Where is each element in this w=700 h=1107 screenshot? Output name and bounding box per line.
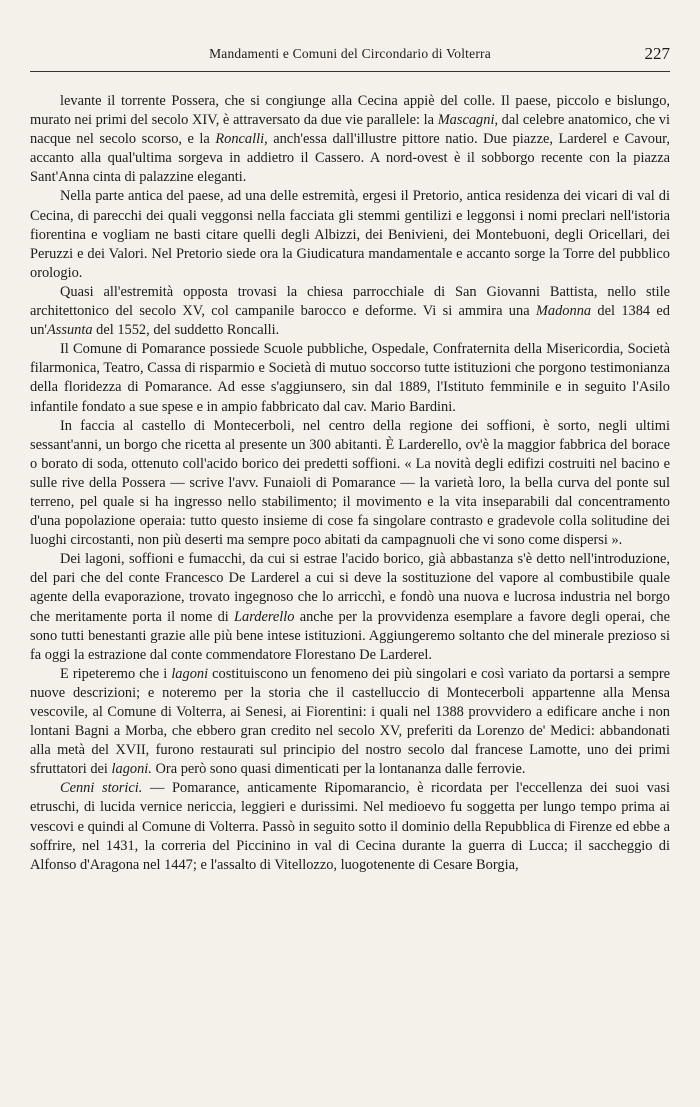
italic-text: lagoni	[171, 665, 209, 682]
text-run: del 1552, del suddetto Roncalli.	[92, 322, 280, 339]
text-run: Nella parte antica del paese, ad una delle estremità, ergesi il Pretorio, antica residenza dei vicari di val di Cecina, di parecchi dei quali veggonsi nella facciata gli stemmi gentilizi e leggonsi i nomi preclari nell'istoria fiorentina e vogliam ne basti citare quelli degli Albizzi, dei Benivieni, dei Montebuoni, degli Oricellari, dei Peruzzi e dei Valori. Nel Pretorio siede ora la Giudicatura mandamentale e accanto sorge la Torre del pubblico orologio.	[30, 188, 670, 281]
paragraph	[30, 417, 670, 551]
italic-text: Mascagni	[437, 112, 495, 129]
text-run: levante il torrente Possera, che si congiunge alla Cecina appiè del colle. Il paese, piccolo e bislungo, murato nei primi del secolo XIV, è attraversato da due vie parallele: la	[30, 93, 670, 129]
text-run: , anch'essa dall'illustre pittore natio. Due piazze, Larderel e Cavour, accanto alla qual'ultima sorgeva in addietro il Cassero. A nord-ovest è il sobborgo recente con la piazza Sant'Anna cinta di palazzine eleganti.	[30, 131, 670, 186]
running-title: Mandamenti e Comuni del Circondario di Volterra	[209, 46, 491, 61]
italic-text: Assunta	[46, 322, 93, 339]
text-run: — Pomarance, anticamente Ripomarancio, è ricordata per l'eccellenza dei suoi vasi etruschi, di lucida vernice nericcia, leggieri e durissimi. Nel medioevo fu soggetta per lungo tempo prima ai vescovi e quindi al Comune di Volterra. Passò in seguito sotto il dominio della Repubblica di Firenze ed ebbe a soffrire, nel 1431, la correria del Piccinino in val di Cecina durante la guerra di Lucca; il saccheggio di Alfonso d'Aragona nel 1447; e l'assalto di Vitellozzo, luogotenente di Cesare Borgia,	[30, 780, 670, 873]
paragraph	[30, 92, 670, 187]
text-run: Quasi all'estremità opposta trovasi la chiesa parrocchiale di San Giovanni Battista, nello stile architettonico del secolo XV, col campanile barocco e deforme. Vi si ammira una	[30, 283, 670, 320]
italic-text: Roncalli	[215, 131, 265, 148]
text-run: Dei lagoni, soffioni e fumacchi, da cui si estrae l'acido borico, già abbastanza s'è detto nell'introduzione, del pari che del conte Francesco De Larderel a cui si deve la sostituzione del vapore al combustibile quale agente della evaporazione, trovato ingegnoso che lo arricchì, e fondò una nuova e lucrosa industria nel borgo che meritamente porta il nome di	[30, 551, 670, 625]
italic-text: Larderello	[234, 608, 295, 625]
page-header	[30, 44, 670, 68]
header-rule	[30, 71, 670, 72]
paragraph	[30, 187, 670, 282]
text-run: Il Comune di Pomarance possiede Scuole pubbliche, Ospedale, Confraternita della Misericordia, Società filarmonica, Teatro, Cassa di risparmio e Società di mutuo soccorso tutte istituzioni che porgono testimonianza della floridezza di Pomarance. Ad esse s'aggiunsero, sin dal 1889, l'Istituto femminile e in seguito l'Asilo infantile fondato a sue spese e in ampio fabbricato dal cav. Mario Bardini.	[30, 341, 670, 415]
text-run: E ripeteremo che i	[60, 665, 172, 682]
italic-text: Madonna	[535, 303, 592, 320]
page-number: 227	[644, 44, 670, 63]
text-run: , dal celebre anatomico, che vi nacque nel secolo scorso, e la	[30, 112, 670, 148]
paragraph	[30, 665, 670, 780]
text-run: Ora però sono quasi dimenticati per la lontananza dalle ferrovie.	[151, 761, 526, 778]
text-run: del 1384 ed un'	[30, 303, 670, 339]
text-run: costituiscono un fenomeno dei più singolari e così variato da portarsi a sempre nuove descrizioni; e noteremo per la storia che il castelluccio di Montecerboli appartenne alla Mensa vescovile, al Comune di Volterra, ai Senesi, ai Fiorentini: i quali nel 1388 provvidero a edificare anche i non lontani Bagni a Morba, che ebbero gran credito nel secolo XV, preferiti da Lorenzo de' Medici: abbandonati alla metà del XVII, furono restaurati sul principio del nostro secolo dal francese Lamotte, uno dei primi sfruttatori dei	[30, 665, 671, 778]
text-run: In faccia al castello di Montecerboli, nel centro della regione dei soffioni, è sorto, negli ultimi sessant'anni, un borgo che ricetta al presente un 300 abitanti. È Larderello, ov'è la maggior fabbrica del borace o borato di soda, ottenuto coll'acido borico dei predetti soffioni. « La novità degli edifizi costruiti nel bacino e sulle rive della Possera — scrive l'avv. Funaioli di Pomarance — la varietà loro, la bella curva del ponte sul terreno, pel quale si ha ingresso nello stabilimento; il movimento e la vita inseparabili dal concentramento d'una popolazione operaia: tutto questo insieme di cose fa singolare contrasto e gradevole colla solitudine dei luoghi circostanti, non più deserti ma sempre poco abitati da campagnuoli che vi sono come dispersi ».	[30, 417, 670, 549]
paragraph	[30, 779, 670, 874]
text-run: anche per la provvidenza esemplare a favore degli operai, che sono tutti benestanti grazie alle più bene intese istituzioni. Aggiungeremo soltanto che del minerale prezioso si fa oggi la estrazione dal conte commendatore Florestano De Larderel.	[30, 608, 670, 663]
paragraph	[30, 550, 670, 665]
italic-text: lagoni.	[111, 761, 152, 778]
paragraph	[30, 340, 670, 416]
italic-text: Cenni storici.	[60, 780, 143, 797]
body-text	[30, 92, 670, 875]
paragraph	[30, 283, 670, 340]
